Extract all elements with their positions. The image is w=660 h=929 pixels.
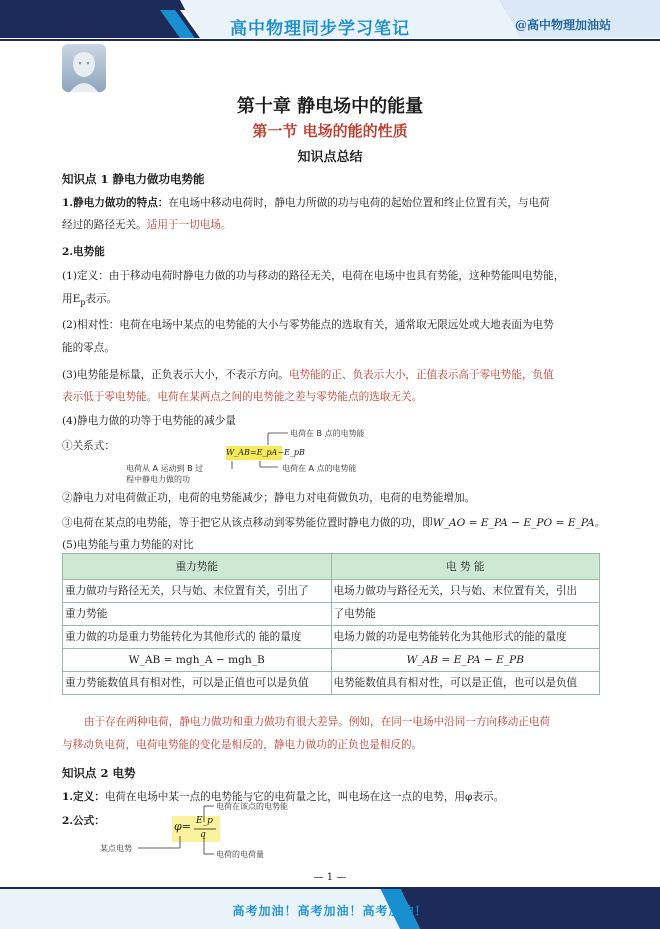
- callout-work-2: 程中静电力做的功: [126, 475, 190, 484]
- kp2-formula-label: 2.公式：: [62, 815, 105, 827]
- table-cell: 重力势能: [63, 603, 332, 626]
- callout-b-energy: 电荷在 B 点的电势能: [290, 429, 365, 438]
- header-title: 高中物理同步学习笔记: [230, 19, 410, 39]
- table-header-gravity: 重力势能: [63, 554, 332, 580]
- page-number: — 1 —: [313, 872, 347, 883]
- table-cell: W_AB = E_PA − E_PB: [331, 649, 600, 672]
- d-text: 电荷在电场中某一点的电势能与它的电荷量之比，叫电场在这一点的电势，用φ表示。: [104, 791, 505, 803]
- i1c: 表示。: [85, 293, 118, 305]
- table-row: [63, 580, 600, 603]
- table-cell: 电势能数值具有相对性，可以是正值，也可以是负值: [331, 672, 600, 695]
- chapter-title: 第十章 静电场中的能量: [236, 96, 424, 117]
- table-cell: 重力做功与路径无关，只与始、末位置有关，引出了: [63, 580, 332, 603]
- phi-symbol: φ=: [174, 820, 191, 833]
- i1b: 用E: [62, 293, 81, 305]
- note-line-2: 与移动负电荷，电荷电势能的变化是相反的，静电力做功的正负也是相反的。: [62, 739, 423, 751]
- p1-text2: 经过的路径无关。: [62, 219, 147, 231]
- item-1b: [62, 290, 602, 312]
- kp2-heading: 知识点 2 电势: [62, 766, 136, 780]
- c3-formula: W_AO = E_PA − E_PO = E_PA。: [432, 517, 606, 529]
- energy-formula: W_AB=E_pA−E_pB: [226, 446, 282, 460]
- kp1-heading: 知识点 1 静电力做功电势能: [62, 172, 205, 186]
- statue-avatar: [62, 44, 106, 92]
- table-cell: 重力做的功是重力势能转化为其他形式的 能的量度: [63, 626, 332, 649]
- c2: ②静电力对电荷做正功，电荷的电势能减少；静电力对电荷做负功，电荷的电势能增加。: [62, 492, 476, 504]
- item-2b: 能的零点。: [62, 342, 115, 354]
- c3-text: ③电荷在某点的电势能，等于把它从该点移动到零势能位置时静电力做的功，即: [62, 517, 433, 529]
- i1b-sub: p: [80, 298, 86, 308]
- i3red: 电势能的正、负表示大小，正值表示高于零电势能，负值: [288, 369, 554, 381]
- table-row: [63, 672, 600, 695]
- item-2: (2)相对性：电荷在电场中某点的电势能的大小与零势能点的选取有关，通常取无限远处或大地表面为电势: [62, 319, 554, 331]
- table-row: [63, 649, 600, 672]
- c3: [62, 514, 606, 532]
- section-title: 第一节 电场的能的性质: [252, 122, 408, 140]
- footer-slogan: 高考加油！高考加油！高考加油！: [232, 904, 428, 918]
- kp1-p1: [62, 194, 602, 212]
- table-cell: 电场力做功与路径无关，只与始、末位置有关，引出: [331, 580, 600, 603]
- summary-title: 知识点总结: [297, 150, 363, 165]
- callout-charge: 电荷的电荷量: [216, 850, 264, 859]
- callout-work-1: 电荷从 A 运动到 B 过: [126, 464, 204, 473]
- table-cell: 重力势能数值具有相对性，可以是正值也可以是负值: [63, 672, 332, 695]
- item-4: (4)静电力做的功等于电势能的减少量: [62, 415, 236, 427]
- table-row: [63, 626, 600, 649]
- table-row: [63, 603, 600, 626]
- item-3-red: 表示低于零电势能。电荷在某两点之间的电势能之差与零势能点的选取无关。: [62, 391, 423, 403]
- item-3: [62, 366, 602, 384]
- kp1-p1-cont: [62, 216, 602, 234]
- p2-label: 2.电势能: [62, 246, 105, 258]
- c1-label: ①关系式：: [62, 440, 115, 452]
- item-1: (1)定义：由于移动电荷时静电力做的功与移动的路径无关，电荷在电场中也具有势能，这种势能叫电势能，: [62, 270, 565, 282]
- comparison-table: [62, 553, 600, 695]
- table-cell: 了电势能: [331, 603, 600, 626]
- p1-text: 在电场中移动电荷时，静电力所做的功与电荷的起始位置和终止位置有关，与电荷: [168, 197, 550, 209]
- callout-a-energy: 电荷在 A 点的电势能: [282, 464, 357, 473]
- formula-denominator: q: [200, 830, 206, 840]
- i3a: (3)电势能是标量，正负表示大小，不表示方向。: [62, 369, 289, 381]
- table-header-row: [63, 554, 600, 580]
- header-site: @高中物理加油站: [515, 18, 612, 32]
- callout-point-potential: 某点电势: [100, 844, 132, 853]
- note-line-1: 由于存在两种电荷，静电力做功和重力做功有很大差异。例如，在同一电场中沿同一方向移动正电荷: [84, 716, 551, 728]
- p1-label: 1.静电力做功的特点：: [62, 197, 169, 209]
- table-header-electric: 电 势 能: [331, 554, 600, 580]
- table-cell: W_AB = mgh_A − mgh_B: [63, 649, 332, 672]
- callout-potential-energy: 电荷在该点的电势能: [216, 802, 288, 811]
- p1-red: 适用于一切电场。: [146, 219, 232, 231]
- formula-numerator: E_p: [196, 816, 213, 826]
- d-label: 1.定义：: [62, 791, 105, 803]
- item-5: (5)电势能与重力势能的对比: [62, 539, 194, 551]
- table-cell: 电场力做的功是电势能转化为其他形式的能的量度: [331, 626, 600, 649]
